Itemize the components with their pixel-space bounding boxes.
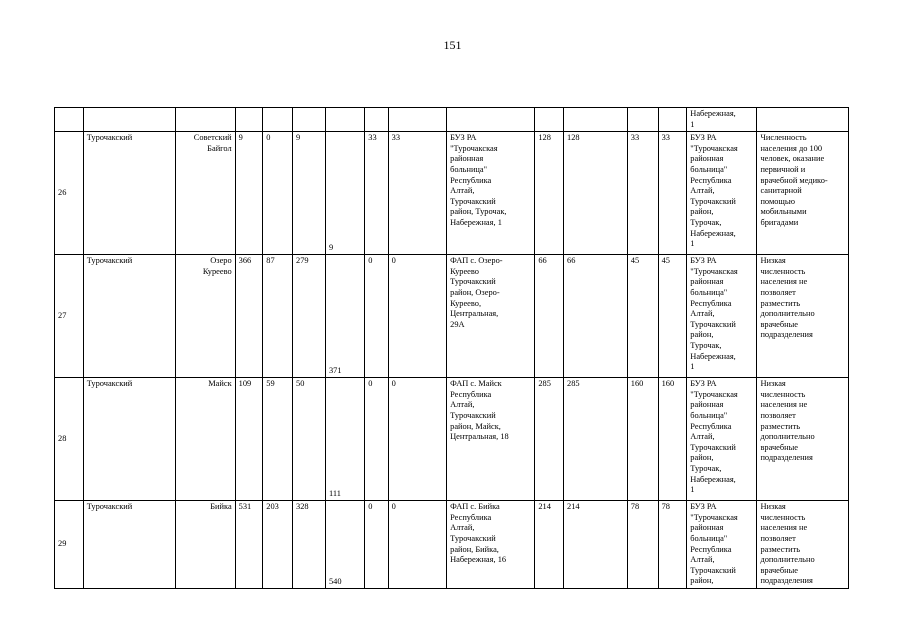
distance-b-cell: 285 [564, 378, 628, 501]
time-a-cell: 160 [627, 378, 658, 501]
continuation-row [55, 108, 849, 132]
district-cell: Турочакский [83, 378, 175, 501]
distance-a-cell: 285 [535, 378, 564, 501]
population-adults-cell: 9 [293, 132, 326, 255]
time-b-cell: 45 [658, 255, 687, 378]
distance-b-cell: 66 [564, 255, 628, 378]
population-children-cell: 203 [263, 501, 293, 589]
row-number: 28 [55, 378, 84, 501]
value-b-cell: 0 [388, 378, 446, 501]
value-a-cell: 33 [365, 132, 388, 255]
population-total-cell: 531 [235, 501, 263, 589]
value-b-cell: 0 [388, 501, 446, 589]
population-adults-cell: 50 [293, 378, 326, 501]
time-b-cell: 33 [658, 132, 687, 255]
table-row [55, 132, 849, 255]
facility-cell: ФАП с. Озеро- Куреево Турочакский район, Озеро- Куреево, Центральная, 29А [447, 255, 535, 378]
time-a-cell: 78 [627, 501, 658, 589]
population-children-cell: 87 [263, 255, 293, 378]
population-total-cell: 366 [235, 255, 263, 378]
table-row [55, 255, 849, 378]
page-number: 151 [443, 38, 462, 52]
continuation-address: Набережная, 1 [687, 108, 757, 132]
distance-a-cell: 66 [535, 255, 564, 378]
value-b-cell: 33 [388, 132, 446, 255]
settlement-cell: Озеро Куреево [176, 255, 236, 378]
population-children-cell: 59 [263, 378, 293, 501]
settlement-cell: Бийка [176, 501, 236, 589]
value-a-cell: 0 [365, 378, 388, 501]
value-a-cell: 0 [365, 501, 388, 589]
row-number: 27 [55, 255, 84, 378]
distance-a-cell: 128 [535, 132, 564, 255]
table-row [55, 501, 849, 589]
population-attached-cell: 111 [325, 378, 364, 501]
facility-cell: ФАП с. Бийка Республика Алтай, Турочакский район, Бийка, Набережная, 16 [447, 501, 535, 589]
time-b-cell: 78 [658, 501, 687, 589]
distance-b-cell: 128 [564, 132, 628, 255]
note-cell: Численность населения до 100 человек, оказание первичной и врачебной медико- санитарной помощью мобильными бригадами [757, 132, 849, 255]
district-cell: Турочакский [83, 501, 175, 589]
table-row [55, 378, 849, 501]
note-cell: Низкая численность населения не позволяет разместить дополнительно врачебные подразделения [757, 255, 849, 378]
distance-b-cell: 214 [564, 501, 628, 589]
hospital-cell: БУЗ РА "Турочакская районная больница" Республика Алтай, Турочакский район, Турочак, Набережная, 1 [687, 378, 757, 501]
district-cell: Турочакский [83, 132, 175, 255]
settlement-cell: Советский Байгол [176, 132, 236, 255]
population-adults-cell: 279 [293, 255, 326, 378]
population-attached-cell: 9 [325, 132, 364, 255]
time-a-cell: 45 [627, 255, 658, 378]
population-total-cell: 9 [235, 132, 263, 255]
note-cell: Низкая численность населения не позволяет разместить дополнительно врачебные подразделения [757, 501, 849, 589]
facility-cell: БУЗ РА "Турочакская районная больница" Республика Алтай, Турочакский район, Турочак, Набережная, 1 [447, 132, 535, 255]
hospital-cell: БУЗ РА "Турочакская районная больница" Республика Алтай, Турочакский район, Турочак, Набережная, 1 [687, 132, 757, 255]
population-adults-cell: 328 [293, 501, 326, 589]
time-b-cell: 160 [658, 378, 687, 501]
population-attached-cell: 540 [325, 501, 364, 589]
value-a-cell: 0 [365, 255, 388, 378]
population-attached-cell: 371 [325, 255, 364, 378]
population-total-cell: 109 [235, 378, 263, 501]
value-b-cell: 0 [388, 255, 446, 378]
row-number: 29 [55, 501, 84, 589]
district-cell: Турочакский [83, 255, 175, 378]
distance-a-cell: 214 [535, 501, 564, 589]
hospital-cell: БУЗ РА "Турочакская районная больница" Республика Алтай, Турочакский район, [687, 501, 757, 589]
note-cell: Низкая численность населения не позволяет разместить дополнительно врачебные подразделения [757, 378, 849, 501]
settlement-cell: Майск [176, 378, 236, 501]
hospital-cell: БУЗ РА "Турочакская районная больница" Республика Алтай, Турочакский район, Турочак, Набережная, 1 [687, 255, 757, 378]
row-number: 26 [55, 132, 84, 255]
population-children-cell: 0 [263, 132, 293, 255]
time-a-cell: 33 [627, 132, 658, 255]
facility-cell: ФАП с. Майск Республика Алтай, Турочакский район, Майск, Центральная, 18 [447, 378, 535, 501]
data-table [54, 107, 849, 589]
